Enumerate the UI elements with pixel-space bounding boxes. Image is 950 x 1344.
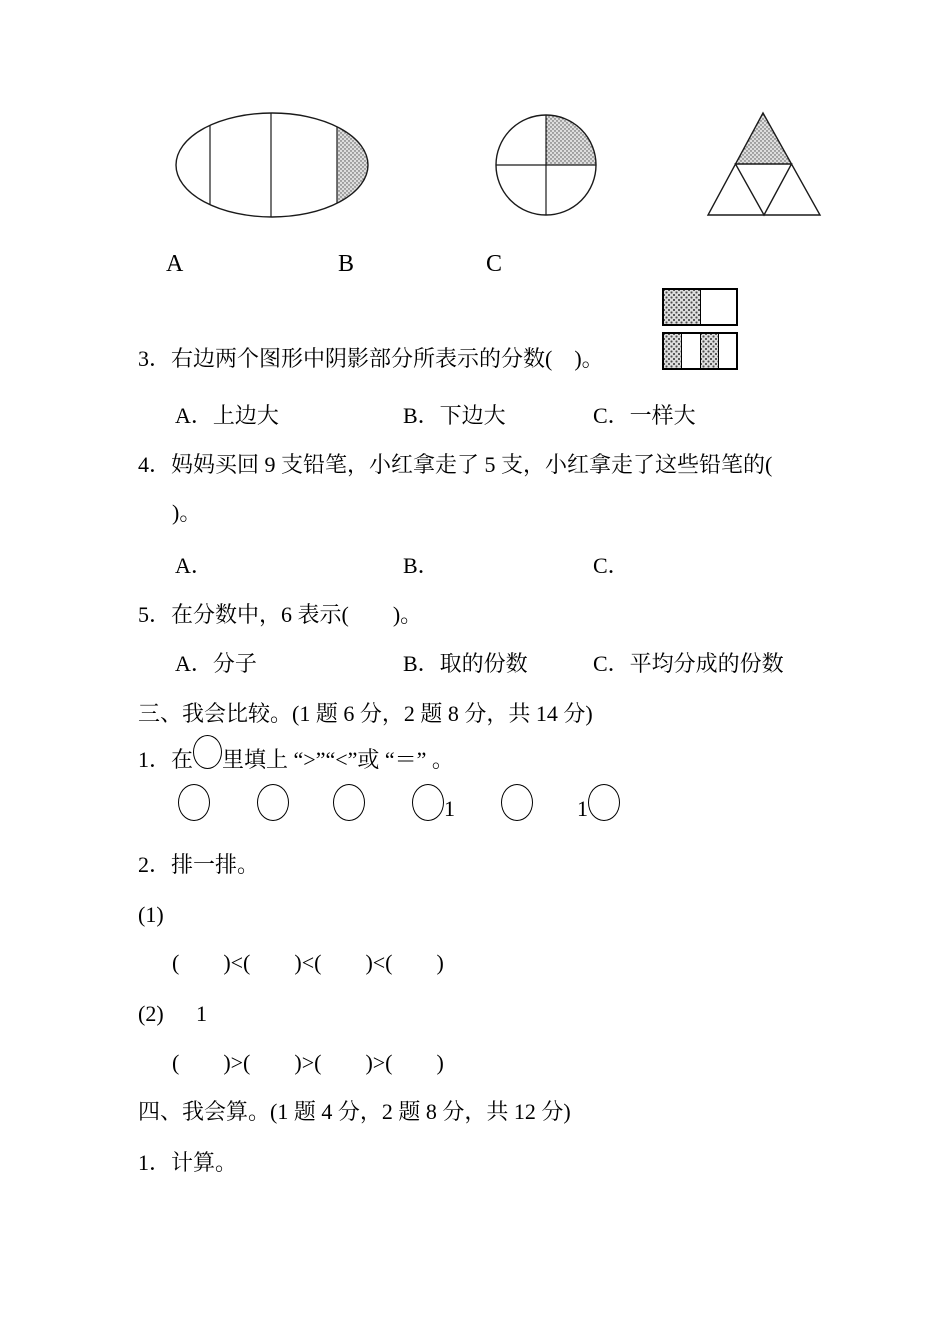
blank-cell bbox=[718, 334, 736, 368]
comparison-circle bbox=[412, 784, 444, 821]
ellipse-figure bbox=[176, 113, 368, 217]
comparison-item bbox=[333, 784, 365, 821]
compare-suffix: 1 bbox=[444, 796, 455, 821]
comparison-item bbox=[577, 784, 620, 821]
part-2-extra: 1 bbox=[196, 1001, 207, 1026]
part-2-answer-row: ( )>( )>( )>( ) bbox=[172, 1050, 444, 1075]
section-three-heading: 三、我会比较。(1 题 6 分，2 题 8 分，共 14 分) bbox=[138, 701, 593, 726]
item-1-prefix: 1．在 bbox=[138, 747, 194, 772]
question-4-text-line2: )。 bbox=[172, 500, 202, 525]
question-3-option-a: A．上边大 bbox=[175, 403, 279, 428]
section-three-item-2: 2．排一排。 bbox=[138, 852, 260, 877]
question-5-option-a: A．分子 bbox=[175, 651, 257, 676]
item-1-suffix: 里填上 “>”“<”或 “＝” 。 bbox=[222, 747, 454, 772]
figure-label-a: A bbox=[166, 251, 184, 277]
top-rectangle-figure bbox=[662, 288, 738, 326]
comparison-item bbox=[412, 784, 455, 821]
section-three-item-1 bbox=[138, 747, 454, 781]
blank-cell bbox=[681, 334, 699, 368]
question-5-option-b: B．取的份数 bbox=[403, 651, 528, 676]
comparison-item bbox=[501, 784, 533, 821]
triangle-figure bbox=[708, 113, 820, 215]
comparison-circle bbox=[178, 784, 210, 821]
question-3-text: 3．右边两个图形中阴影部分所表示的分数( )。 bbox=[138, 346, 604, 371]
section-four-item-1: 1．计算。 bbox=[138, 1150, 238, 1175]
comparison-circle bbox=[588, 784, 620, 821]
shaded-cell bbox=[664, 290, 700, 324]
blank-cell bbox=[700, 290, 737, 324]
circle-figure bbox=[496, 115, 596, 215]
section-four-heading: 四、我会算。(1 题 4 分，2 题 8 分，共 12 分) bbox=[138, 1099, 571, 1124]
figure-label-c: C bbox=[486, 251, 503, 277]
comparison-circle bbox=[257, 784, 289, 821]
shaded-cell bbox=[700, 334, 718, 368]
part-1-label: (1) bbox=[138, 902, 164, 927]
figure-label-b: B bbox=[338, 251, 355, 277]
question-3-option-c: C．一样大 bbox=[593, 403, 696, 428]
question-4-option-b: B． bbox=[403, 553, 440, 578]
comparison-item bbox=[178, 784, 210, 821]
question-4-option-a: A． bbox=[175, 553, 213, 578]
question-4-option-c: C． bbox=[593, 553, 630, 578]
comparison-circle bbox=[333, 784, 365, 821]
fraction-shapes-figure bbox=[0, 0, 950, 240]
bottom-rectangle-figure bbox=[662, 332, 738, 370]
comparison-circle bbox=[501, 784, 533, 821]
answer-circle bbox=[193, 735, 222, 769]
shaded-cell bbox=[664, 334, 681, 368]
compare-prefix: 1 bbox=[577, 796, 588, 821]
question-5-text: 5．在分数中，6 表示( )。 bbox=[138, 602, 423, 627]
part-2-label: (2) bbox=[138, 1001, 164, 1026]
part-1-answer-row: ( )<( )<( )<( ) bbox=[172, 950, 444, 975]
question-3-option-b: B．下边大 bbox=[403, 403, 506, 428]
comparison-item bbox=[257, 784, 289, 821]
ellipse-shaded-part bbox=[337, 127, 368, 204]
question-4-text-line1: 4．妈妈买回 9 支铅笔，小红拿走了 5 支，小红拿走了这些铅笔的( bbox=[138, 452, 773, 477]
triangle-shaded-top bbox=[736, 113, 792, 164]
question-5-option-c: C．平均分成的份数 bbox=[593, 651, 784, 676]
